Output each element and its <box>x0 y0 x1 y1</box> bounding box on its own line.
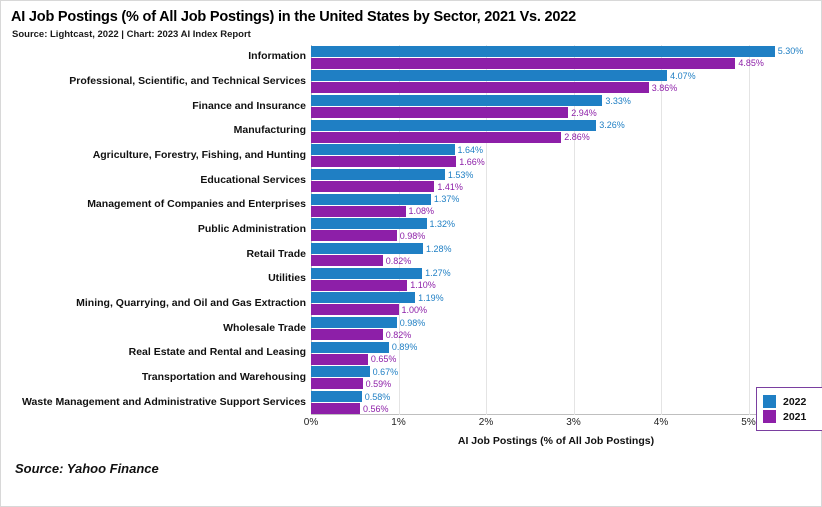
category-label: Professional, Scientific, and Technical Services <box>69 74 306 87</box>
bar-2022[interactable] <box>311 95 602 106</box>
bar-group <box>11 119 811 144</box>
bar-2021[interactable] <box>311 255 383 266</box>
page-title: AI Job Postings (% of All Job Postings) in the United States by Sector, 2021 Vs. 2022 <box>11 9 577 25</box>
category-label: Retail Trade <box>246 247 306 260</box>
bar-group <box>11 316 811 341</box>
bar-2021[interactable] <box>311 354 368 365</box>
bar-group <box>11 144 811 169</box>
bar-value-2022: 0.89% <box>391 342 418 353</box>
bar-group <box>11 45 811 70</box>
legend-item[interactable] <box>763 410 822 423</box>
bar-2022[interactable] <box>311 292 415 303</box>
category-label: Finance and Insurance <box>192 99 306 112</box>
bar-value-2022: 0.67% <box>372 366 399 377</box>
bar-group <box>11 218 811 243</box>
bar-value-2021: 4.85% <box>738 58 764 69</box>
bar-value-2022: 1.37% <box>433 194 460 205</box>
bar-2022[interactable] <box>311 120 596 131</box>
chart-legend <box>756 387 822 431</box>
bar-2021[interactable] <box>311 280 407 291</box>
bar-value-2022: 1.64% <box>457 144 484 155</box>
bar-value-2022: 1.53% <box>447 169 474 180</box>
bar-group <box>11 366 811 391</box>
bar-group <box>11 193 811 218</box>
bar-2022[interactable] <box>311 342 389 353</box>
chart-source-subtitle: Source: Lightcast, 2022 | Chart: 2023 AI Index Report <box>12 29 251 40</box>
bar-value-2021: 1.00% <box>401 304 428 315</box>
bar-group <box>11 94 811 119</box>
category-label: Information <box>248 50 306 63</box>
bar-value-2022: 1.19% <box>418 292 444 303</box>
bar-value-2021: 0.59% <box>365 378 392 389</box>
legend-item[interactable] <box>763 395 822 408</box>
x-tick-label: 4% <box>653 417 669 428</box>
bar-value-2021: 3.86% <box>651 82 678 93</box>
bar-2021[interactable] <box>311 58 735 69</box>
bar-value-2022: 0.58% <box>364 391 391 402</box>
legend-swatch-2022 <box>763 395 776 408</box>
bar-value-2021: 0.98% <box>399 230 426 241</box>
bar-2022[interactable] <box>311 366 370 377</box>
bar-2022[interactable] <box>311 317 397 328</box>
bar-value-2022: 3.26% <box>599 120 625 131</box>
category-label: Utilities <box>268 272 306 285</box>
bar-2022[interactable] <box>311 243 423 254</box>
x-tick-label: 5% <box>741 417 756 428</box>
x-tick-label: 2% <box>478 417 494 428</box>
category-label: Agriculture, Forestry, Fishing, and Hunting <box>92 148 306 161</box>
bar-2021[interactable] <box>311 230 397 241</box>
bar-2021[interactable] <box>311 403 360 414</box>
bar-value-2022: 5.30% <box>777 46 804 57</box>
bar-value-2021: 0.82% <box>385 329 412 340</box>
bar-2022[interactable] <box>311 194 431 205</box>
bar-group <box>11 292 811 317</box>
bar-2022[interactable] <box>311 144 455 155</box>
category-label: Transportation and Warehousing <box>141 370 306 383</box>
bar-value-2022: 1.28% <box>426 243 452 254</box>
bar-2022[interactable] <box>311 391 362 402</box>
bar-group <box>11 168 811 193</box>
bar-2021[interactable] <box>311 181 434 192</box>
bar-group <box>11 390 811 415</box>
bar-value-2021: 0.65% <box>370 354 397 365</box>
x-tick-label: 0% <box>303 417 319 428</box>
category-label: Real Estate and Rental and Leasing <box>128 346 306 359</box>
bar-2021[interactable] <box>311 132 561 143</box>
x-tick-label: 3% <box>566 417 581 428</box>
bar-value-2021: 0.56% <box>363 403 389 414</box>
bar-value-2021: 1.10% <box>410 280 436 291</box>
x-axis-title: AI Job Postings (% of All Job Postings) <box>457 435 655 447</box>
legend-label-2022: 2022 <box>783 395 807 408</box>
category-label: Waste Management and Administrative Support Services <box>22 395 306 408</box>
bar-value-2021: 1.66% <box>459 156 485 167</box>
bar-value-2021: 0.82% <box>385 255 412 266</box>
bar-2021[interactable] <box>311 156 456 167</box>
bar-value-2022: 4.07% <box>670 70 696 81</box>
bar-2022[interactable] <box>311 70 667 81</box>
bar-group <box>11 341 811 366</box>
bar-2021[interactable] <box>311 304 399 315</box>
bar-value-2021: 1.08% <box>408 206 435 217</box>
bar-group <box>11 70 811 95</box>
category-label: Wholesale Trade <box>223 321 306 334</box>
bar-2022[interactable] <box>311 46 775 57</box>
bar-value-2022: 1.27% <box>425 268 451 279</box>
x-tick-label: 1% <box>391 417 406 428</box>
bar-value-2021: 2.94% <box>571 107 597 118</box>
bar-2021[interactable] <box>311 378 363 389</box>
bar-value-2022: 1.32% <box>429 218 456 229</box>
chart-area <box>11 43 811 447</box>
bar-2022[interactable] <box>311 268 422 279</box>
bar-value-2021: 2.86% <box>564 132 590 143</box>
bar-value-2022: 3.33% <box>605 95 631 106</box>
category-label: Educational Services <box>200 173 306 186</box>
bar-2021[interactable] <box>311 107 568 118</box>
bar-2021[interactable] <box>311 206 406 217</box>
category-label: Mining, Quarrying, and Oil and Gas Extraction <box>76 296 306 309</box>
bar-value-2022: 0.98% <box>399 317 426 328</box>
bar-2021[interactable] <box>311 329 383 340</box>
footer-source: Source: Yahoo Finance <box>15 461 159 476</box>
category-label: Management of Companies and Enterprises <box>87 198 306 211</box>
category-label: Manufacturing <box>233 124 306 137</box>
bar-2022[interactable] <box>311 169 445 180</box>
bar-2021[interactable] <box>311 82 649 93</box>
category-label: Public Administration <box>197 222 306 235</box>
legend-swatch-2021 <box>763 410 776 423</box>
bar-group <box>11 267 811 292</box>
bar-value-2021: 1.41% <box>437 181 463 192</box>
bar-group <box>11 242 811 267</box>
legend-label-2021: 2021 <box>783 410 807 423</box>
bar-2022[interactable] <box>311 218 427 229</box>
